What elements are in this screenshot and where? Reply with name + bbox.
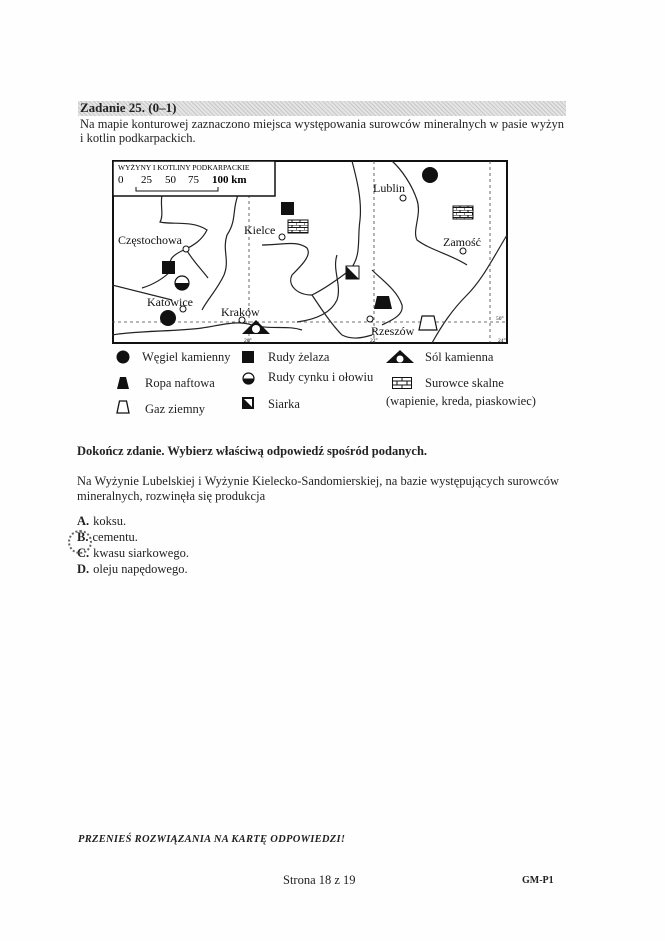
- legend-zinc: Rudy cynku i ołowiu: [268, 370, 374, 384]
- coal-symbol: [422, 167, 438, 183]
- scale-tick: 75: [188, 174, 199, 186]
- option-text: koksu.: [93, 514, 127, 528]
- answer-circle-mark: [68, 530, 92, 554]
- legend-rock: Surowce skalne: [425, 376, 504, 390]
- meridian-label: 20°: [244, 338, 252, 344]
- city-label-kielce: Kielce: [244, 223, 276, 237]
- sulfur-symbol: [346, 266, 359, 279]
- contour-map: [112, 160, 508, 344]
- exam-code: GM-P1: [522, 875, 554, 886]
- parallel-label: 50°: [496, 316, 504, 322]
- option-text: oleju napędowego.: [93, 562, 188, 576]
- iron-symbol: [281, 202, 294, 215]
- city-label-lublin: Lublin: [373, 181, 405, 195]
- option-d[interactable]: [77, 562, 188, 577]
- legend-sulfur: Siarka: [268, 397, 300, 411]
- iron-symbol: [162, 261, 175, 274]
- zinc-symbol: [175, 276, 189, 290]
- instruction: Dokończ zdanie. Wybierz właściwą odpowiedź spośród podanych.: [77, 444, 428, 458]
- scale-tick: 100 km: [212, 174, 247, 186]
- coal-legend-icon: [116, 350, 130, 364]
- city-label-rzeszow: Rzeszów: [371, 324, 415, 338]
- option-letter: D.: [77, 562, 90, 576]
- city-dot-rzeszow: [367, 316, 373, 322]
- rock-legend-icon: [392, 377, 412, 389]
- task-intro: Na mapie konturowej zaznaczono miejsca występowania surowców mineralnych w pasie wyżyn i kotlin podkarpackich.: [80, 117, 564, 145]
- meridian-label: 22°: [370, 338, 378, 344]
- question-stem: Na Wyżynie Lubelskiej i Wyżynie Kielecko-Sandomierskiej, na bazie występujących surowców mineralnych, rozwinęła się produkcja: [77, 474, 559, 503]
- scale-title: WYŻYNY I KOTLINY PODKARPACKIE: [118, 163, 250, 172]
- city-label-katowice: Katowice: [147, 295, 193, 309]
- option-a[interactable]: [77, 514, 126, 529]
- legend-coal: Węgiel kamienny: [142, 350, 231, 364]
- footer-note: PRZENIEŚ ROZWIĄZANIA NA KARTĘ ODPOWIEDZI!: [78, 834, 346, 845]
- iron-legend-icon: [242, 351, 254, 363]
- scale-tick: 50: [165, 174, 176, 186]
- city-label-krakow: Kraków: [221, 305, 260, 319]
- gas-symbol: [419, 316, 437, 330]
- city-dot-kielce: [279, 234, 285, 240]
- zinc-legend-icon: [242, 372, 255, 385]
- option-c[interactable]: [77, 546, 189, 561]
- task-title: Zadanie 25. (0–1): [80, 100, 177, 115]
- oil-legend-icon: [117, 377, 129, 389]
- legend-oil: Ropa naftowa: [145, 376, 215, 390]
- scale-box: [113, 161, 275, 196]
- oil-symbol: [374, 296, 392, 309]
- option-letter: C.: [77, 546, 90, 560]
- legend-iron: Rudy żelaza: [268, 350, 330, 364]
- coal-symbol: [160, 310, 176, 326]
- city-label-czestochowa: Częstochowa: [118, 233, 182, 247]
- scale-tick: 25: [141, 174, 152, 186]
- city-dot-lublin: [400, 195, 406, 201]
- city-label-zamosc: Zamość: [443, 235, 481, 249]
- rock-symbol: [453, 206, 473, 219]
- meridian-label: 24°: [498, 338, 506, 344]
- sulfur-legend-icon: [242, 397, 254, 409]
- option-letter: B.: [77, 530, 89, 544]
- page-number: Strona 18 z 19: [283, 873, 356, 887]
- legend-gas: Gaz ziemny: [145, 402, 206, 416]
- option-text: cementu.: [92, 530, 138, 544]
- gas-legend-icon: [116, 400, 130, 414]
- legend-rock-note: (wapienie, kreda, piaskowiec): [386, 394, 536, 408]
- rock-symbol: [288, 220, 308, 233]
- option-text: kwasu siarkowego.: [93, 546, 189, 560]
- salt-legend-icon: [386, 350, 414, 364]
- scale-tick: 0: [118, 174, 124, 186]
- city-dot-czestochowa: [183, 246, 189, 252]
- legend-salt: Sól kamienna: [425, 350, 494, 364]
- option-letter: A.: [77, 514, 90, 528]
